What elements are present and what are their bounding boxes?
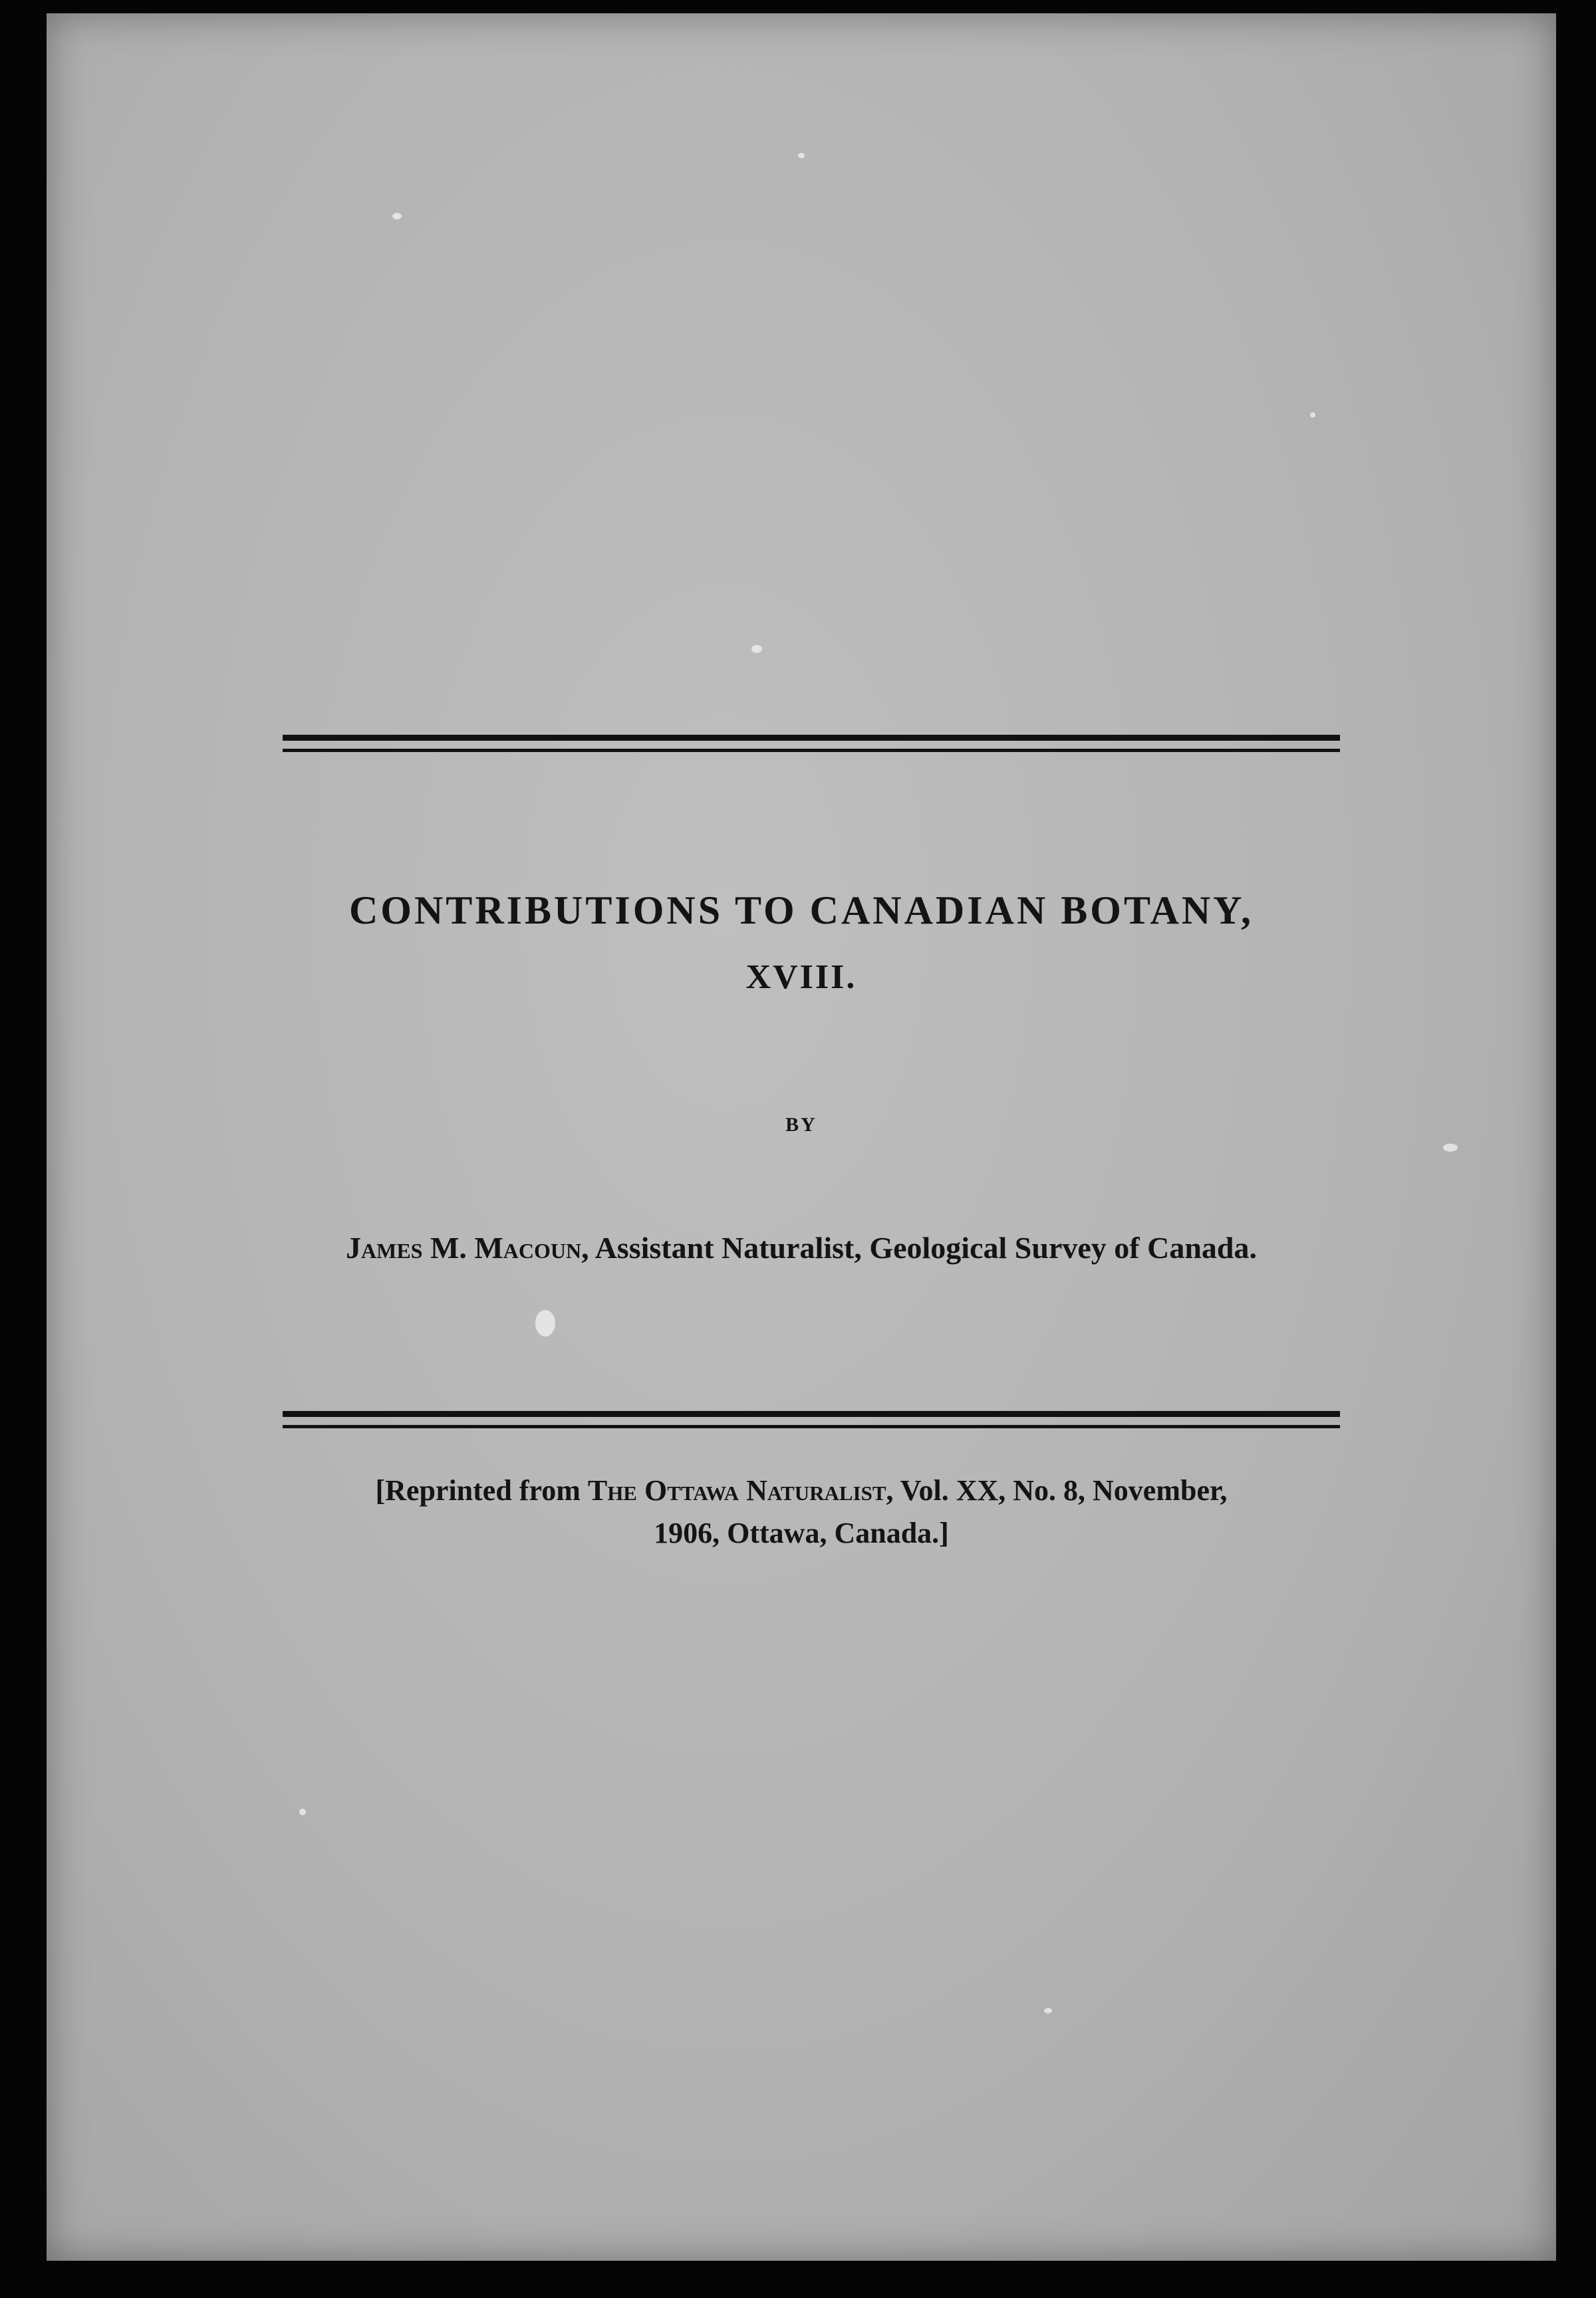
reprint-journal: The Ottawa Naturalist xyxy=(587,1474,886,1507)
author-affiliation: , Assistant Naturalist, Geological Survey of Canada. xyxy=(581,1231,1257,1265)
document-title: CONTRIBUTIONS TO CANADIAN BOTANY, xyxy=(348,888,1254,932)
author-line xyxy=(47,1230,1556,1265)
pamphlet-cover xyxy=(47,13,1556,2261)
paper-speck xyxy=(1310,412,1315,418)
reprint-prefix: [Reprinted from xyxy=(375,1474,588,1507)
paper-speck xyxy=(1044,2008,1052,2013)
by-line: BY xyxy=(785,1114,817,1136)
reprint-details: , Vol. XX, No. 8, November, xyxy=(886,1474,1228,1507)
reprint-line2: 1906, Ottawa, Canada.] xyxy=(654,1517,949,1549)
paper-speck xyxy=(392,213,402,219)
paper-speck xyxy=(1443,1144,1458,1152)
paper-speck xyxy=(535,1310,555,1337)
paper-speck xyxy=(299,1809,306,1815)
bottom-double-rule xyxy=(283,1411,1340,1428)
reprint-note xyxy=(263,1469,1340,1555)
author-name: James M. Macoun xyxy=(346,1231,582,1265)
document-subtitle: XVIII. xyxy=(745,958,857,996)
paper-speck xyxy=(751,645,762,653)
top-double-rule xyxy=(283,735,1340,752)
paper-speck xyxy=(798,153,805,158)
